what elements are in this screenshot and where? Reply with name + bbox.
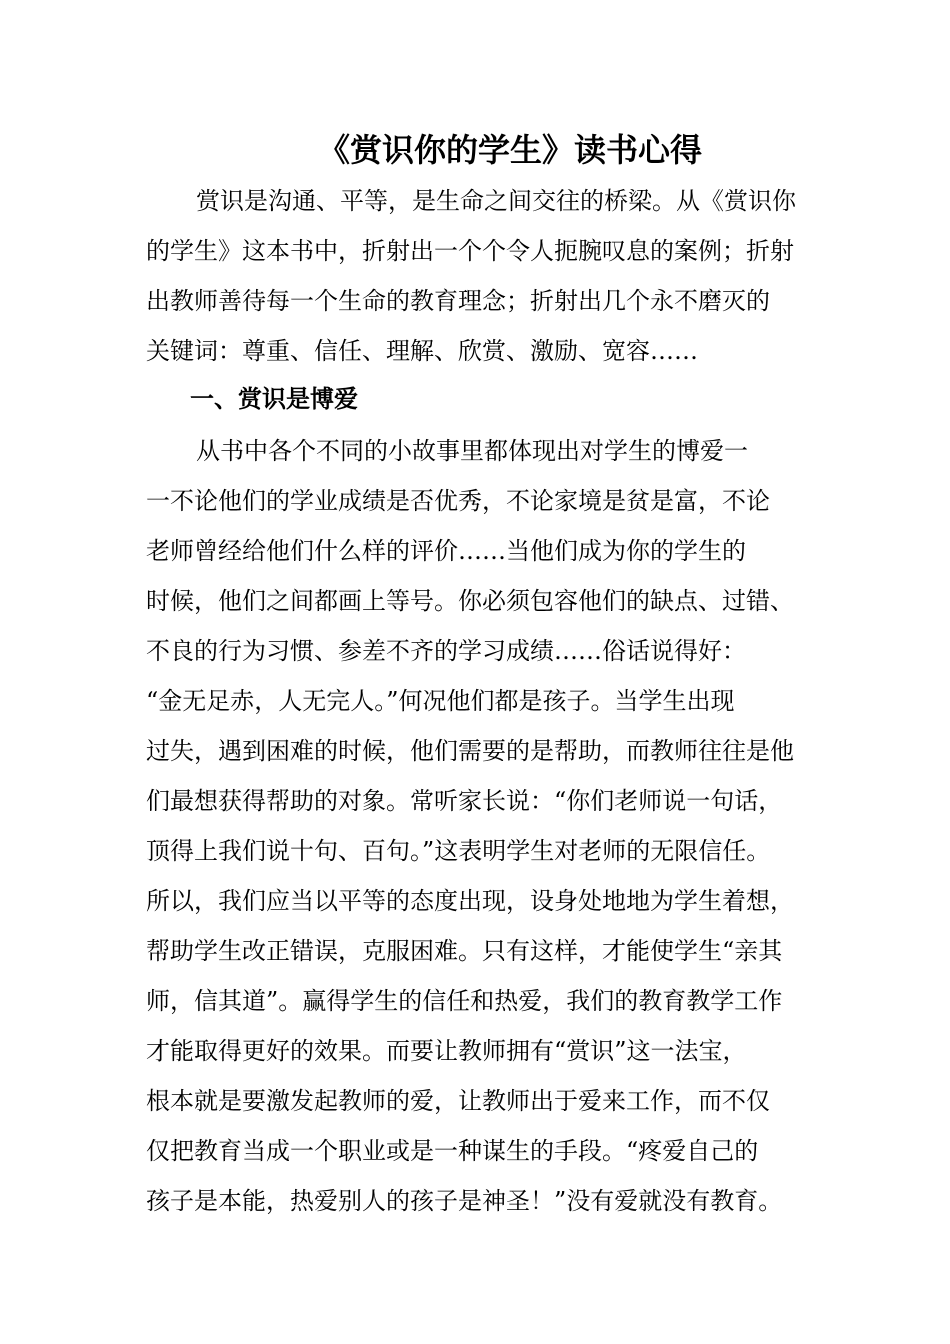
intro-line: 出教师善待每一个生命的教育理念；折射出几个永不磨灭的 [146,287,770,315]
body-line: 帮助学生改正错误，克服困难。只有这样，才能使学生“亲其 [146,937,783,965]
body-line: 师，信其道”。赢得学生的信任和热爱，我们的教育教学工作 [146,987,783,1015]
body-line: 顶得上我们说十句、百句。”这表明学生对老师的无限信任。 [146,837,771,865]
intro-line: 的学生》这本书中，折射出一个个令人扼腕叹息的案例；折射 [146,237,794,265]
body-line: 才能取得更好的效果。而要让教师拥有“赏识”这一法宝， [146,1037,747,1065]
body-line: 过失，遇到困难的时候，他们需要的是帮助，而教师往往是他 [146,737,794,765]
body-line: 一不论他们的学业成绩是否优秀，不论家境是贫是富，不论 [146,487,770,515]
body-line: 不良的行为习惯、参差不齐的学习成绩……俗话说得好： [146,637,746,665]
section-heading: 一、赏识是博爱 [190,384,358,413]
body-line: 从书中各个不同的小故事里都体现出对学生的博爱一 [196,437,748,465]
intro-line: 赏识是沟通、平等，是生命之间交往的桥梁。从《赏识你 [196,187,796,215]
body-line: 们最想获得帮助的对象。常听家长说：“你们老师说一句话， [146,787,783,815]
body-line: 老师曾经给他们什么样的评价……当他们成为你的学生的 [146,537,746,565]
body-line: 时候，他们之间都画上等号。你必须包容他们的缺点、过错、 [146,587,794,615]
body-line: 根本就是要激发起教师的爱，让教师出于爱来工作，而不仅 [146,1087,770,1115]
body-line: “金无足赤，人无完人。”何况他们都是孩子。当学生出现 [146,687,735,715]
body-line: 仅把教育当成一个职业或是一种谋生的手段。“疼爱自己的 [146,1137,759,1165]
document-title: 《赏识你的学生》读书心得 [317,131,702,169]
body-line: 所以，我们应当以平等的态度出现，设身处地地为学生着想， [146,887,794,915]
body-line: 孩子是本能，热爱别人的孩子是神圣！”没有爱就没有教育。 [146,1187,783,1215]
intro-line: 关键词：尊重、信任、理解、欣赏、激励、宽容…… [146,337,698,365]
